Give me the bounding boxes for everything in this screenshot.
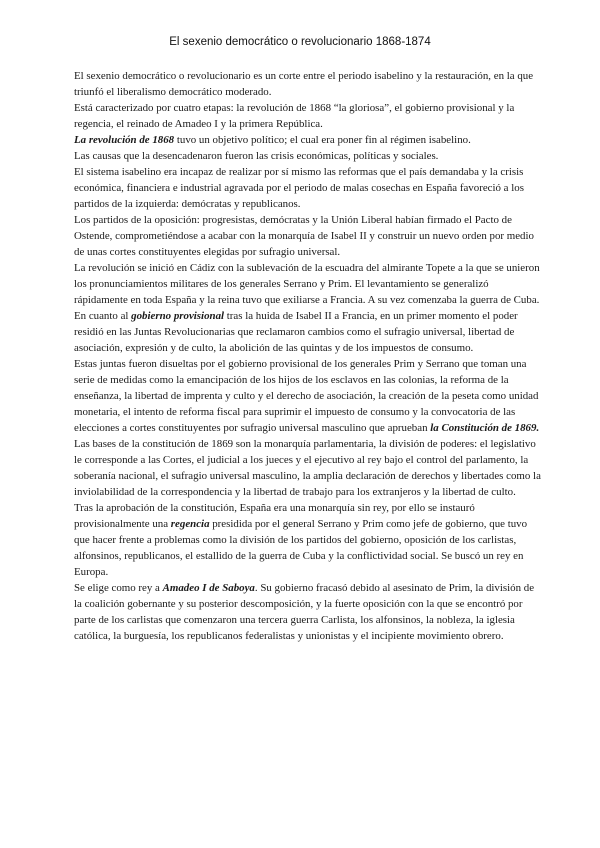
paragraph bbox=[74, 68, 544, 100]
paragraph-text: tras la huida de Isabel II a Francia, en un primer momento el poder residió en las Juntas Revolucionarias que reclamaron cambios como el sufragio universal, libertad de asociación, expresión y de culto, la abolición de las quintas y de los impuestos de consumo. bbox=[74, 310, 518, 354]
paragraph bbox=[74, 500, 544, 580]
paragraph-text: Los partidos de la oposición: progresistas, demócratas y la Unión Liberal habían firmado el Pacto de Ostende, comprometiéndose a acabar con la monarquía de Isabel II y construir un nuevo orden por medio de unas cortes constituyentes elegidas por sufragio universal. bbox=[74, 214, 534, 258]
paragraph bbox=[74, 580, 544, 644]
emphasized-term: gobierno provisional bbox=[131, 310, 225, 322]
paragraph-text: Las bases de la constitución de 1869 son la monarquía parlamentaria, la división de poderes: el legislativo le corresponde a las Cortes, el judicial a los jueces y el ejecutivo al rey bajo el control del parlamento, la soberanía nacional, el sufragio universal masculino, la amplia declaración de derechos y libertades como la inviolabilidad de la correspondencia y la libertad de trabajo para los extranjeros y la libertad de culto. bbox=[74, 438, 541, 498]
paragraph-text: El sexenio democrático o revolucionario es un corte entre el periodo isabelino y la restauración, en la que triunfó el liberalismo democrático moderado. bbox=[74, 70, 534, 98]
paragraph-text: En cuanto al bbox=[74, 310, 132, 322]
paragraph bbox=[74, 164, 544, 212]
document-title: El sexenio democrático o revolucionario 1868-1874 bbox=[169, 36, 431, 48]
paragraph bbox=[74, 308, 544, 356]
paragraph-text: Está caracterizado por cuatro etapas: la revolución de 1868 “la gloriosa”, el gobierno provisional y la regencia, el reinado de Amadeo I y la primera República. bbox=[74, 102, 515, 130]
paragraph bbox=[74, 132, 544, 148]
paragraph-text: Se elige como rey a bbox=[74, 582, 163, 594]
paragraph-text: Estas juntas fueron disueltas por el gobierno provisional de los generales Prim y Serrano que toman una serie de medidas como la emancipación de los hijos de los esclavos en las colonias, la reforma de la enseñanza, la libertad de imprenta y culto y el derecho de asociación, la creación de la peseta como unidad monetaria, el intento de reforma fiscal para suprimir el impuesto de consumo y la convocatoria de las elecciones a cortes constituyentes por sufragio universal masculino que aprueban bbox=[74, 358, 539, 434]
document-body bbox=[74, 68, 544, 644]
paragraph-text: El sistema isabelino era incapaz de realizar por sí mismo las reformas que el país demandaba y la crisis económica, financiera e industrial agravada por el periodo de malas cosechas en España favoreció a los partidos de la izquierda: demócratas y republicanos. bbox=[74, 166, 524, 210]
emphasized-term: regencia bbox=[170, 518, 210, 530]
paragraph bbox=[74, 436, 544, 500]
emphasized-term: Amadeo I de Saboya bbox=[162, 582, 255, 594]
emphasized-term: La revolución de 1868 bbox=[74, 134, 175, 146]
paragraph-text: Las causas que la desencadenaron fueron las crisis económicas, políticas y sociales. bbox=[74, 150, 439, 162]
paragraph bbox=[74, 148, 544, 164]
paragraph-text: presidida por el general Serrano y Prim como jefe de gobierno, que tuvo que hacer frente a problemas como la división de los partidos del gobierno, oposición de los carlistas, alfonsinos, republicanos, el estallido de la guerra de Cuba y la conflictividad social. Se buscó un rey en Europa. bbox=[74, 518, 528, 578]
paragraph-text: tuvo un objetivo político; el cual era poner fin al régimen isabelino. bbox=[174, 134, 471, 146]
emphasized-term: la Constitución de 1869. bbox=[430, 422, 540, 434]
paragraph bbox=[74, 356, 544, 436]
paragraph-text: Tras la aprobación de la constitución, España era una monarquía sin rey, por ello se instauró provisionalmente una bbox=[74, 502, 475, 530]
paragraph-text: . Su gobierno fracasó debido al asesinato de Prim, la división de la coalición gobernante y su posterior descomposición, y la fuerte oposición con la que se encontró por parte de los carlistas que comenzaron una tercera guerra Carlista, los alfonsinos, la nobleza, la iglesia católica, la burguesía, los republicanos federalistas y unionistas y el incipiente movimiento obrero. bbox=[74, 582, 535, 642]
paragraph bbox=[74, 100, 544, 132]
paragraph-text: La revolución se inició en Cádiz con la sublevación de la escuadra del almirante Topete a la que se unieron los pronunciamientos militares de los generales Serrano y Prim. El levantamiento se generalizó rápidamente en toda España y la reina tuvo que exiliarse a Francia. A su vez comenzaba la guerra de Cuba. bbox=[74, 262, 540, 306]
paragraph bbox=[74, 260, 544, 308]
paragraph bbox=[74, 212, 544, 260]
